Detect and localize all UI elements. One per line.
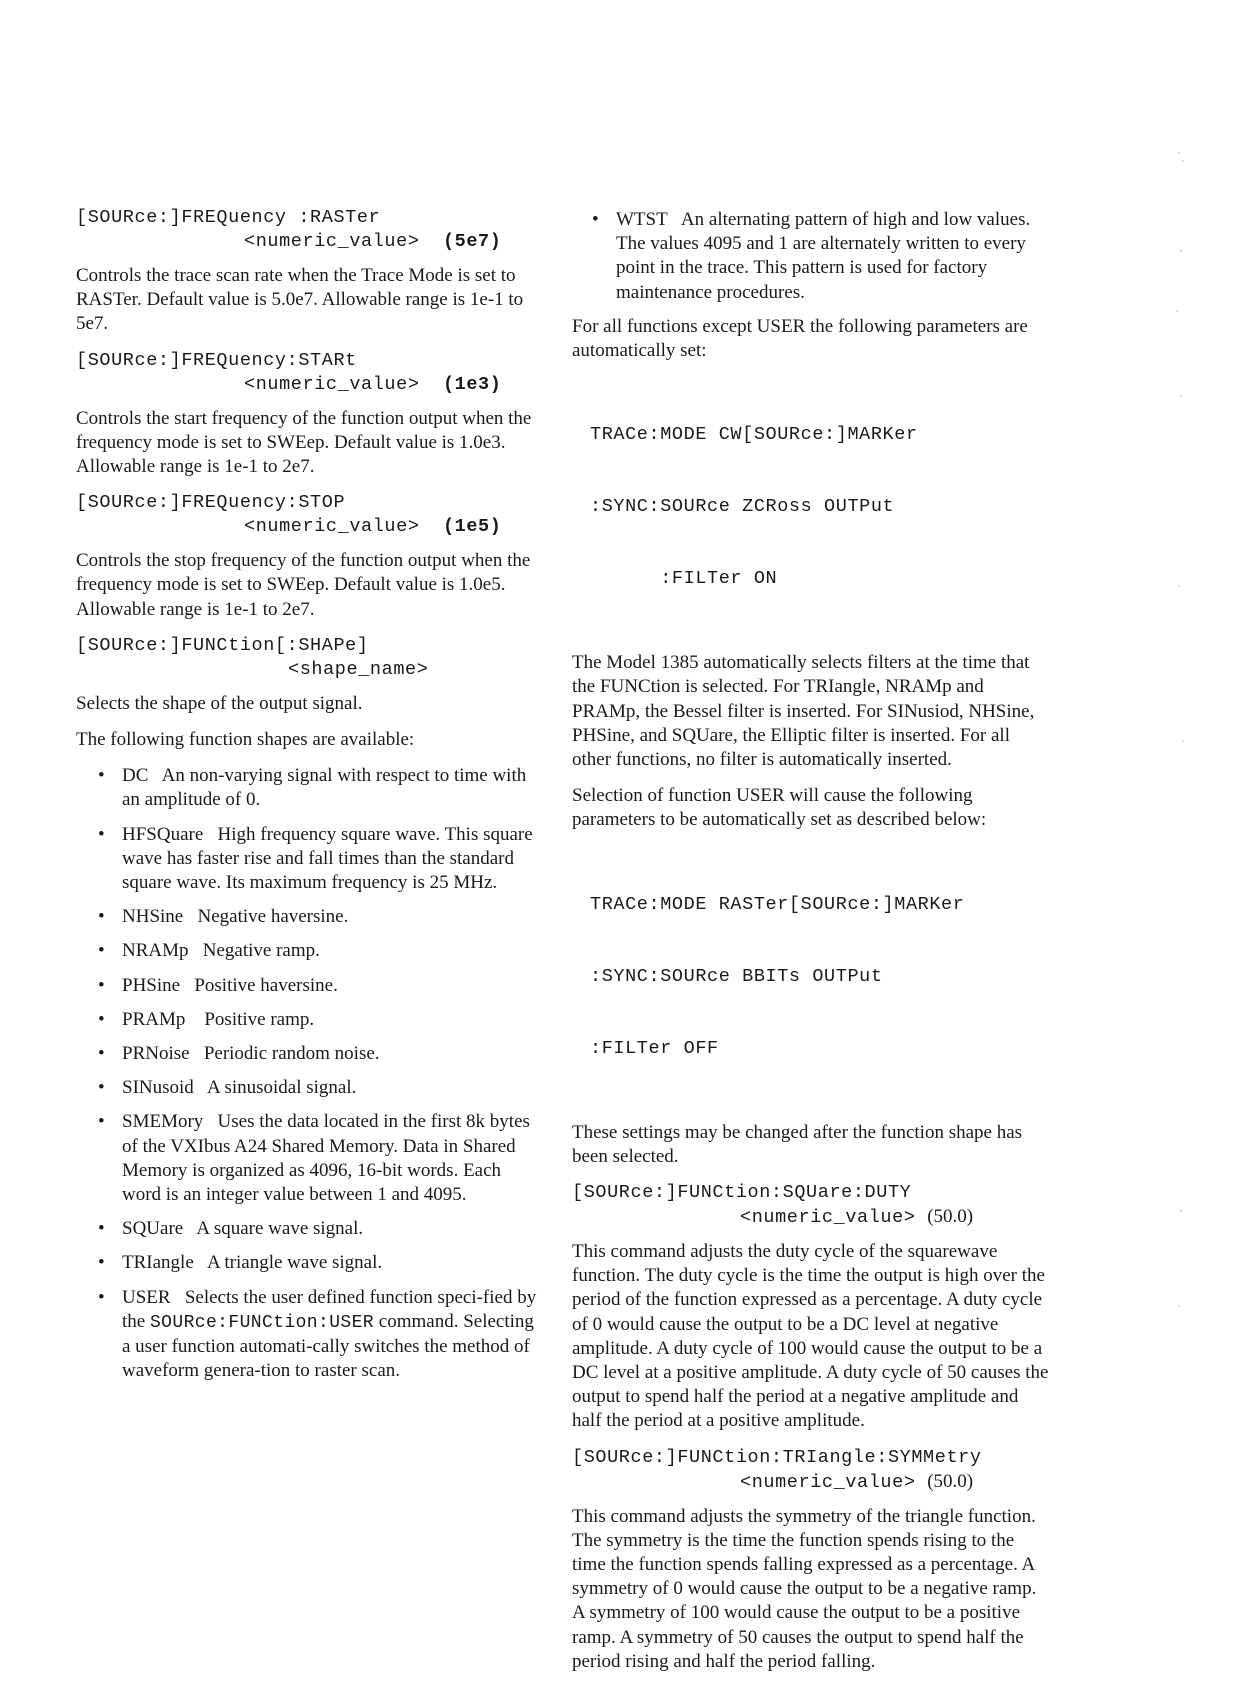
shape-name: PRAMp: [122, 1008, 186, 1030]
code-line: :FILTer ON: [590, 568, 778, 590]
shape-desc: A triangle wave signal.: [206, 1252, 383, 1274]
list-item: [76, 823, 541, 896]
scan-speck: [1182, 740, 1184, 742]
scan-speck: [1178, 585, 1180, 587]
shapes-intro: The following function shapes are available:: [76, 729, 415, 751]
command-arg: <shape_name>: [288, 658, 429, 680]
code-block-user: [590, 845, 1050, 1109]
scan-speck: [1176, 310, 1178, 312]
command-name: [SOURce:]FREQuency:STOP: [76, 492, 346, 514]
desc-freq-stop: Controls the stop frequency of the function output when the frequency mode is set to SWEep. Default value is 1.0e5. Allowable range is 1e-1 to 2e7.: [76, 550, 531, 620]
list-item: [76, 1110, 541, 1207]
right-column: [572, 208, 1050, 1686]
shape-name: NRAMp: [122, 940, 189, 962]
scan-speck: [1180, 1210, 1182, 1212]
list-item: [76, 905, 541, 929]
shape-desc: An alternating pattern of high and low values. The values 4095 and 1 are alternately written to every point in the trace. This pattern is used for factory maintenance procedures.: [616, 209, 1031, 303]
shape-name: DC: [122, 765, 149, 787]
shape-desc: Positive haversine.: [194, 974, 338, 996]
command-default: (50.0): [927, 1206, 974, 1228]
list-item: [76, 1008, 541, 1032]
command-freq-stop: [76, 491, 541, 539]
list-item: [570, 208, 1050, 305]
shape-desc: A square wave signal.: [196, 1218, 364, 1240]
scan-speck: [1178, 1305, 1180, 1307]
command-name: [SOURce:]FREQuency:STARt: [76, 349, 357, 371]
settings-changed-note: These settings may be changed after the function shape has been selected.: [572, 1121, 1023, 1167]
list-item: [76, 974, 541, 998]
shape-desc: High frequency square wave. This square wave has faster rise and fall times than the standard square wave. Its maximum frequency is 25 MHz.: [122, 823, 533, 894]
command-arg: <numeric_value>: [244, 231, 420, 252]
command-triangle-symmetry: [572, 1446, 1050, 1495]
command-arg: <numeric_value>: [244, 516, 420, 538]
list-item-user: [76, 1286, 541, 1384]
code-block-defaults: [590, 375, 1050, 639]
shape-name: USER: [122, 1286, 171, 1308]
desc-freq-start: Controls the start frequency of the function output when the frequency mode is set to SWEep. Default value is 1.0e3. Allowable range is 1e-1 to 2e7.: [76, 407, 532, 478]
command-arg: <numeric_value>: [740, 1207, 916, 1229]
desc-func-shape: Selects the shape of the output signal.: [76, 692, 363, 714]
shape-name: SMEMory: [122, 1111, 204, 1133]
code-line: :FILTer OFF: [590, 1037, 719, 1059]
code-line: TRACe:MODE CW[SOURce:]MARKer: [590, 424, 918, 446]
code-line: :SYNC:SOURce BBITs OUTPut: [590, 965, 883, 987]
scan-speck: [1180, 250, 1182, 252]
shape-desc-post: command. Selecting a user function automati-cally switches the method of waveform genera-tion to raster scan.: [122, 1310, 534, 1382]
shape-desc: Positive ramp.: [204, 1008, 315, 1030]
list-item: [76, 1076, 541, 1100]
list-item: [76, 764, 541, 812]
command-freq-start: [76, 349, 541, 397]
shape-name: PHSine: [122, 974, 181, 996]
shape-name: HFSQuare: [122, 823, 204, 845]
desc-triangle-symmetry: This command adjusts the symmetry of the triangle function. The symmetry is the time the function spends rising to the time the function spends falling expressed as a percentage. A symmetry of 0 would cause the output to be a negative ramp. A symmetry of 100 would cause the output to be a positive ramp. A symmetry of 50 causes the output to spend half the period rising and half the period falling.: [572, 1505, 1037, 1672]
command-name: [SOURce:]FREQuency :RASTer: [76, 207, 381, 228]
shape-name: SQUare: [122, 1218, 184, 1240]
shape-name: SINusoid: [122, 1077, 194, 1099]
desc-freq-raster: Controls the trace scan rate when the Trace Mode is set to RASTer. Default value is 5.0e7. Allowable range is 1e-1 to 5e7.: [76, 265, 524, 335]
command-default: (1e5): [442, 516, 502, 538]
list-item: [76, 939, 541, 963]
command-name: [SOURce:]FUNCtion:SQUare:DUTY: [572, 1182, 912, 1204]
shape-desc-pre: Selects the user defined function speci-fied by the: [122, 1286, 537, 1332]
shape-name: PRNoise: [122, 1043, 190, 1065]
scan-speck: [1180, 395, 1182, 397]
user-selection-note: Selection of function USER will cause the following parameters to be automatically set as described below:: [572, 785, 987, 831]
command-default: (50.0): [927, 1470, 974, 1492]
except-user-note: For all functions except USER the following parameters are automatically set:: [572, 315, 1028, 362]
filter-note: The Model 1385 automatically selects filters at the time that the FUNCtion is selected. For TRIangle, NRAMp and PRAMp, the Bessel filter is inserted. For SINusiod, NHSine, PHSine, and SQUare, the Elliptic filter is inserted. For all other functions, no filter is automatically inserted.: [572, 652, 1035, 771]
command-square-duty: [572, 1181, 1050, 1230]
command-name: [SOURce:]FUNCtion:TRIangle:SYMMetry: [572, 1446, 982, 1468]
inline-command: SOURce:FUNCtion:USER: [149, 1312, 375, 1333]
left-column: [76, 206, 541, 1394]
command-default: (1e3): [442, 373, 502, 395]
list-item: [76, 1217, 541, 1241]
code-line: TRACe:MODE RASTer[SOURce:]MARKer: [590, 893, 965, 915]
shape-desc: A sinusoidal signal.: [207, 1077, 357, 1099]
shape-list-continued: [570, 208, 1050, 305]
shape-desc: Uses the data located in the first 8k bytes of the VXIbus A24 Shared Memory. Data in Shared Memory is organized as 4096, 16-bit words. Each word is an integer value between 1 and 4095.: [122, 1111, 530, 1206]
desc-square-duty: This command adjusts the duty cycle of the squarewave function. The duty cycle is the time the output is high over the period of the function expressed as a percentage. A duty cycle of 0 would cause the output to be a DC level at negative amplitude. A duty cycle of 100 would cause the output to be a DC level at a positive amplitude. A duty cycle of 50 causes the output to spend half the period at a negative amplitude and half the period at a positive amplitude.: [572, 1241, 1049, 1432]
code-line: :SYNC:SOURce ZCRoss OUTPut: [590, 496, 895, 518]
scan-speck: [1182, 160, 1184, 162]
command-func-shape: [76, 634, 541, 682]
command-freq-raster: [76, 206, 541, 254]
shape-desc: Periodic random noise.: [203, 1043, 380, 1065]
list-item: [76, 1251, 541, 1275]
shape-name: TRIangle: [122, 1252, 194, 1274]
command-default: (5e7): [442, 231, 502, 252]
shape-name: WTST: [616, 209, 668, 230]
shape-desc: An non-varying signal with respect to time with an amplitude of 0.: [122, 765, 527, 811]
shape-list: [76, 764, 541, 1383]
command-arg: <numeric_value>: [244, 373, 420, 395]
list-item: [76, 1042, 541, 1066]
shape-desc: Negative haversine.: [197, 906, 349, 928]
shape-desc: Negative ramp.: [202, 940, 320, 962]
shape-name: NHSine: [122, 906, 184, 928]
command-arg: <numeric_value>: [740, 1471, 916, 1493]
command-name: [SOURce:]FUNCtion[:SHAPe]: [76, 634, 369, 656]
scan-speck: [1178, 152, 1180, 154]
